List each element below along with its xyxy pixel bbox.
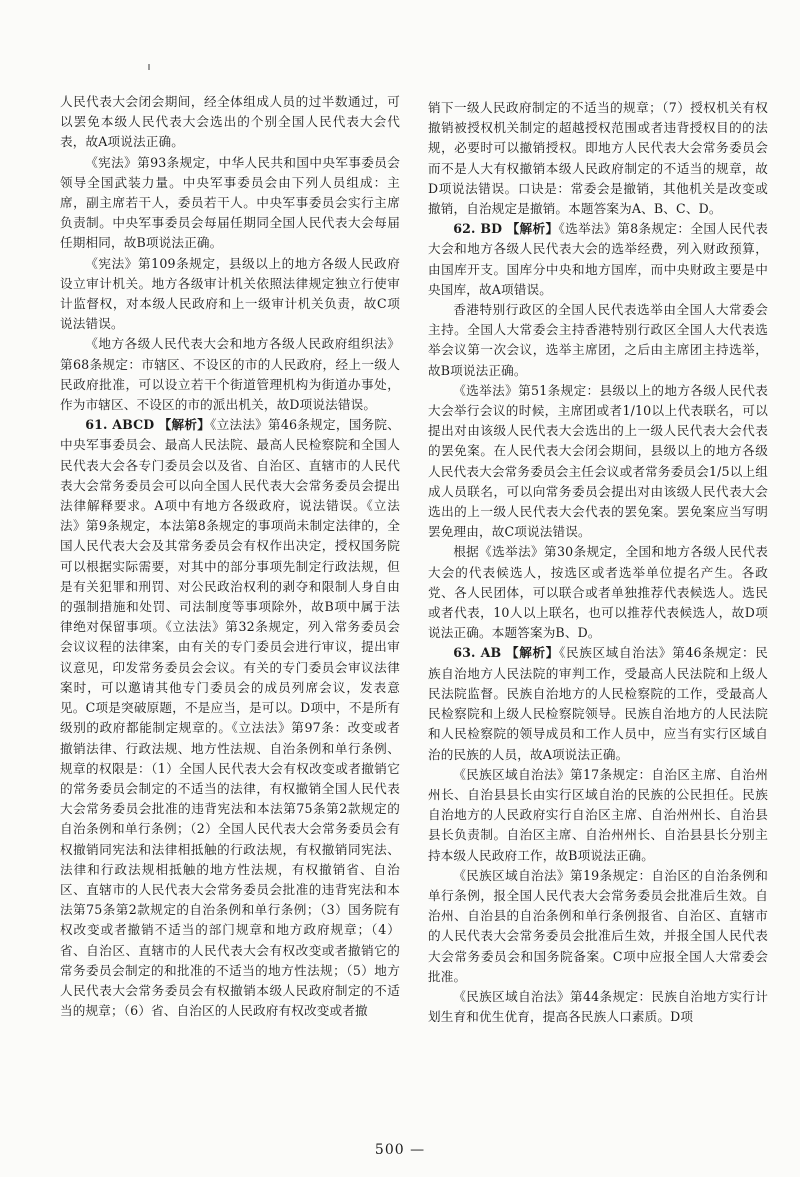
paragraph bbox=[428, 300, 768, 381]
paragraph-text: 销下一级人民政府制定的不适当的规章；（7）授权机关有权撤销被授权机关制定的超越授权范围或者违背授权目的的法规，必要时可以撤销授权。即地方人民代表大会常务委员会而不是人大有权撤销本级人民政府制定的不适当的规章，故D项说法错误。口诀是：常委会是撤销，其他机关是改变或撤销，自治规定是撤销。本题答案为A、B、C、D。 bbox=[428, 100, 768, 217]
left-column bbox=[60, 92, 400, 1021]
paragraph-text: 《民族区域自治法》第46条规定：民族自治地方人民法院的审判工作，受最高人民法院和上级人民法院监督。民族自治地方的人民检察院的工作，受最高人民检察院和上级人民检察院领导。民族自治地方的人民法院和人民检察院的领导成员和工作人员中，应当有实行区域自治的民族的人员，故A项说法正确。 bbox=[428, 645, 768, 762]
paragraph bbox=[428, 987, 768, 1027]
analysis-tag: 【解析】 bbox=[506, 221, 559, 237]
paragraph-text: 人民代表大会闭会期间，经全体组成人员的过半数通过，可以罢免本级人民代表大会选出的个别全国人民代表大会代表，故A项说法正确。 bbox=[60, 94, 400, 150]
paragraph bbox=[428, 219, 768, 300]
paragraph-text: 《民族区域自治法》第17条规定：自治区主席、自治州州长、自治县县长由实行区域自治的民族的公民担任。民族自治地方的人民政府实行自治区主席、自治州州长、自治县县长负责制。自治区主席、自治州州长、自治县县长分别主持本级人民政府工作，故B项说法正确。 bbox=[428, 766, 768, 863]
paragraph-text: 《选举法》第8条规定：全国人民代表大会和地方各级人民代表大会的选举经费，列入财政预算，由国库开支。国库分中央和地方国库，而中央财政主要是中央国库，故A项错误。 bbox=[428, 221, 769, 297]
paragraph bbox=[60, 153, 400, 254]
paragraph bbox=[60, 92, 400, 153]
paragraph-text: 根据《选举法》第30条规定，全国和地方各级人民代表大会的代表候选人，按选区或者选举单位提名产生。各政党、各人民团体，可以联合或者单独推荐代表候选人。选民或者代表，10人以上联名，也可以推荐代表候选人，故D项说法正确。本题答案为B、D。 bbox=[428, 544, 768, 641]
paragraph-text: 《宪法》第93条规定，中华人民共和国中央军事委员会领导全国武装力量。中央军事委员会由下列人员组成：主席，副主席若干人，委员若干人。中央军事委员会实行主席负责制。中央军事委员会每届任期同全国人民代表大会每届任期相同，故B项说法正确。 bbox=[60, 154, 400, 251]
paragraph-text: 《民族区域自治法》第44条规定：民族自治地方实行计划生育和优生优育，提高各民族人口素质。D项 bbox=[428, 988, 768, 1025]
paragraph-text: 《立法法》第46条规定，国务院、中央军事委员会、最高人民法院、最高人民检察院和全国人民代表大会各专门委员会以及省、自治区、直辖市的人民代表大会常务委员会可以向全国人民代表大会常务委员会提出法律解释要求。A项中有地方各级政府，说法错误。《立法法》第9条规定，本法第8条规定的事项尚未制定法律的，全国人民代表大会及其常务委员会有权作出决定，授权国务院可以根据实际需要，对其中的部分事项先制定行政法规，但是有关犯罪和刑罚、对公民政治权利的剥夺和限制人身自由的强制措施和处罚、司法制度等事项除外，故B项中属于法律绝对保留事项。《立法法》第32条规定，列入常务委员会会议议程的法律案，由有关的专门委员会进行审议，提出审议意见，印发常务委员会会议。有关的专门委员会审议法律案时，可以邀请其他专门委员会的成员列席会议，发表意见。C项是突破原题，不是应当，是可以。D项中，不是所有级别的政府都能制定规章的。《立法法》第97条：改变或者撤销法律、行政法规、地方性法规、自治条例和单行条例、规章的权限是：（1）全国人民代表大会有权改变或者撤销它的常务委员会制定的不适当的法律，有权撤销全国人民代表大会常务委员会批准的违背宪法和本法第75条第2款规定的自治条例和单行条例；（2）全国人民代表大会常务委员会有权撤销同宪法和法律相抵触的行政法规，有权撤销同宪法、法律和行政法规相抵触的地方性法规，有权撤销省、自治区、直辖市的人民代表大会常务委员会批准的违背宪法和本法第75条第2款规定的自治条例和单行条例；（3）国务院有权改变或者撤销不适当的部门规章和地方政府规章；（4）省、自治区、直辖市的人民代表大会有权改变或者撤销它的常务委员会制定的和批准的不适当的地方性法规；（5）地方人民代表大会常务委员会有权撤销本级人民政府制定的不适当的规章；（6）省、自治区的人民政府有权改变或者撤 bbox=[60, 417, 400, 1019]
paragraph-text: 《地方各级人民代表大会和地方各级人民政府组织法》第68条规定：市辖区、不设区的市的人民政府，经上一级人民政府批准，可以设立若干个街道管理机构为街道办事处，作为市辖区、不设区的市的派出机关，故D项说法错误。 bbox=[60, 336, 400, 413]
paragraph bbox=[428, 866, 768, 987]
paragraph bbox=[428, 765, 768, 866]
paragraph-text: 香港特别行政区的全国人民代表选举由全国人大常委会主持。全国人大常委会主持香港特别行政区全国人大代表选举会议第一次会议，选举主席团，之后由主席团主持选举，故B项说法正确。 bbox=[428, 302, 768, 378]
paragraph bbox=[60, 415, 400, 1021]
paragraph-text: 《宪法》第109条规定，县级以上的地方各级人民政府设立审计机关。地方各级审计机关依照法律规定独立行使审计监督权，对本级人民政府和上一级审计机关负责，故C项说法错误。 bbox=[60, 255, 400, 332]
question-number: 62. BD bbox=[453, 221, 503, 237]
paragraph bbox=[60, 334, 400, 415]
question-number: 63. AB bbox=[453, 645, 502, 661]
analysis-tag: 【解析】 bbox=[158, 417, 211, 433]
right-column bbox=[428, 98, 768, 1027]
paragraph-text: 《民族区域自治法》第19条规定：自治区的自治条例和单行条例，报全国人民代表大会常务委员会批准后生效。自治州、自治县的自治条例和单行条例报省、自治区、直辖市的人民代表大会常务委员会批准后生效，并报全国人民代表大会常务委员会和国务院备案。C项中应报全国人大常委会批准。 bbox=[428, 867, 768, 984]
scan-mark bbox=[148, 64, 150, 70]
page-number: 500 — bbox=[374, 1142, 426, 1158]
paragraph bbox=[428, 381, 768, 543]
paragraph bbox=[428, 643, 768, 764]
paragraph-text: 《选举法》第51条规定：县级以上的地方各级人民代表大会举行会议的时候，主席团或者1/10以上代表联名，可以提出对由该级人民代表大会选出的上一级人民代表大会代表的罢免案。在人民代表大会闭会期间，县级以上的地方各级人民代表大会常务委员会主任会议或者常务委员会1/5以上组成人员联名，可以向常务委员会提出对由该级人民代表大会选出的上一级人民代表大会代表的罢免案。罢免案应当写明罢免理由，故C项说法错误。 bbox=[428, 382, 768, 540]
paragraph bbox=[60, 254, 400, 335]
analysis-tag: 【解析】 bbox=[506, 645, 560, 661]
paragraph bbox=[428, 98, 768, 219]
paragraph bbox=[428, 542, 768, 643]
question-number: 61. ABCD bbox=[85, 417, 155, 433]
